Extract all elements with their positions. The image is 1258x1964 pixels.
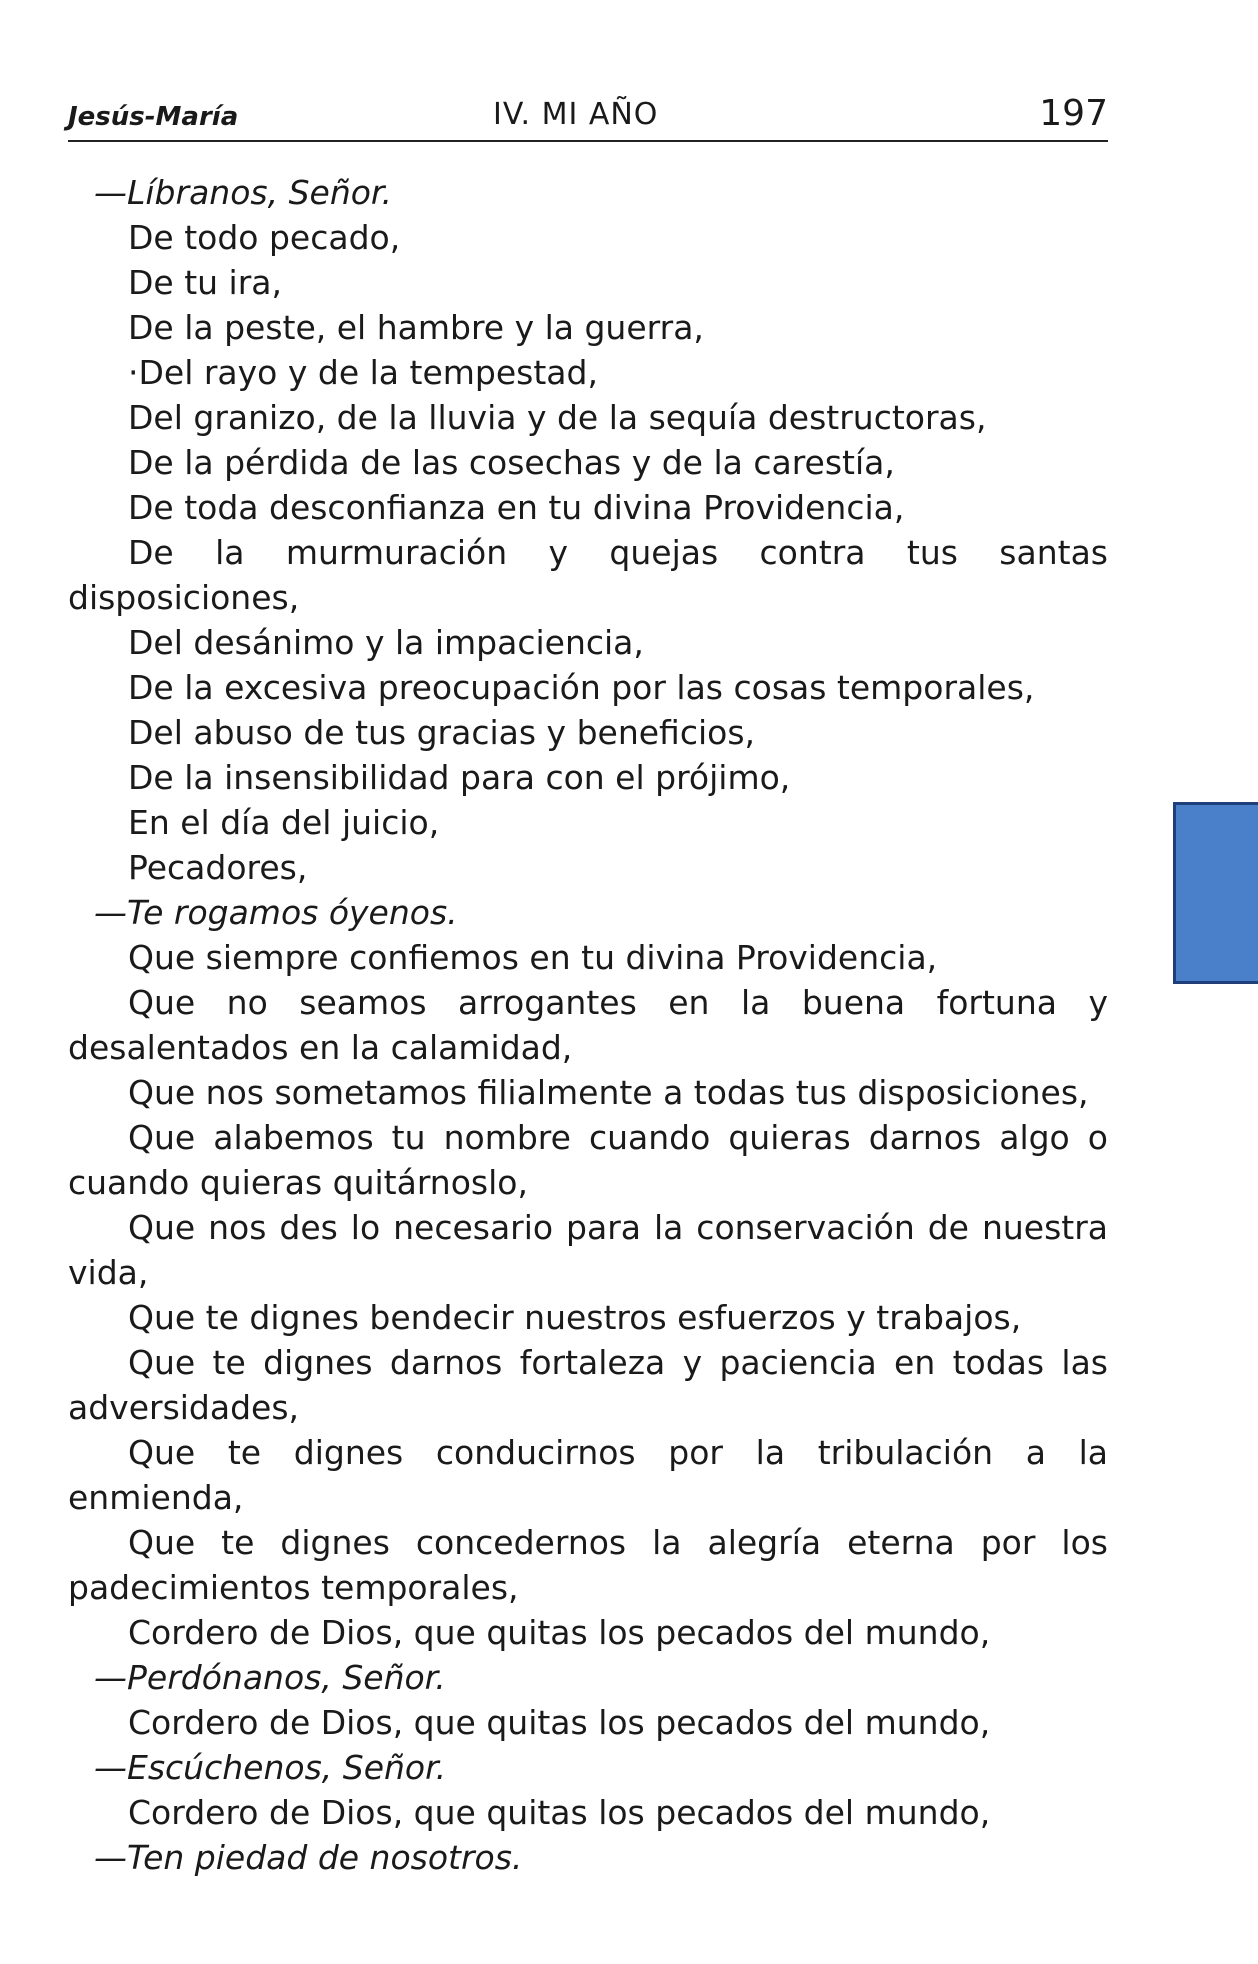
invocation-line: En el día del juicio,: [128, 803, 440, 842]
invocation-line: Cordero de Dios, que quitas los pecados del mundo,: [128, 1703, 991, 1742]
invocation-line: Que alabemos tu nombre cuando quieras darnos algo o cuando quieras quitárnoslo,: [68, 1118, 1108, 1202]
invocation-line: Que nos des lo necesario para la conservación de nuestra vida,: [68, 1208, 1108, 1292]
thumb-index-tab: [1173, 802, 1258, 984]
invocation-line: Que siempre confiemos en tu divina Providencia,: [128, 938, 938, 977]
invocation-line: Que te dignes concedernos la alegría eterna por los padecimientos temporales,: [68, 1523, 1108, 1607]
page-number: 197: [1039, 93, 1108, 134]
invocation-line: De la insensibilidad para con el prójimo,: [128, 758, 791, 797]
invocation-line: Cordero de Dios, que quitas los pecados del mundo,: [128, 1793, 991, 1832]
invocation-line: Del granizo, de la lluvia y de la sequía destructoras,: [128, 398, 987, 437]
litany-body: [68, 170, 1108, 1880]
invocation-line: Que te dignes darnos fortaleza y paciencia en todas las adversidades,: [68, 1343, 1108, 1427]
invocation-line: Que te dignes bendecir nuestros esfuerzos y trabajos,: [128, 1298, 1022, 1337]
response-line: —Escúchenos, Señor.: [94, 1748, 447, 1787]
response-line: —Te rogamos óyenos.: [94, 893, 458, 932]
response-line: —Perdónanos, Señor.: [94, 1658, 446, 1697]
invocation-line: De tu ira,: [128, 263, 282, 302]
invocation-line: De la excesiva preocupación por las cosas temporales,: [128, 668, 1035, 707]
invocation-line: Del abuso de tus gracias y beneficios,: [128, 713, 756, 752]
invocation-line: Que no seamos arrogantes en la buena fortuna y desalentados en la calamidad,: [68, 983, 1108, 1067]
invocation-line: ·Del rayo y de la tempestad,: [128, 353, 598, 392]
invocation-line: Que te dignes conducirnos por la tribulación a la enmienda,: [68, 1433, 1108, 1517]
invocation-line: De la murmuración y quejas contra tus santas disposiciones,: [68, 533, 1108, 617]
running-head-center: IV. MI AÑO: [493, 97, 659, 132]
response-line: —Ten piedad de nosotros.: [94, 1838, 523, 1877]
running-head-left: Jesús-María: [68, 102, 239, 132]
invocation-line: De la pérdida de las cosechas y de la carestía,: [128, 443, 895, 482]
invocation-line: De toda desconfianza en tu divina Providencia,: [128, 488, 905, 527]
invocation-line: Pecadores,: [128, 848, 308, 887]
invocation-line: De todo pecado,: [128, 218, 401, 257]
invocation-line: Del desánimo y la impaciencia,: [128, 623, 644, 662]
invocation-line: Que nos sometamos filialmente a todas tus disposiciones,: [128, 1073, 1089, 1112]
page-header: [68, 92, 1108, 142]
invocation-line: De la peste, el hambre y la guerra,: [128, 308, 704, 347]
response-line: —Líbranos, Señor.: [94, 173, 392, 212]
invocation-line: Cordero de Dios, que quitas los pecados del mundo,: [128, 1613, 991, 1652]
